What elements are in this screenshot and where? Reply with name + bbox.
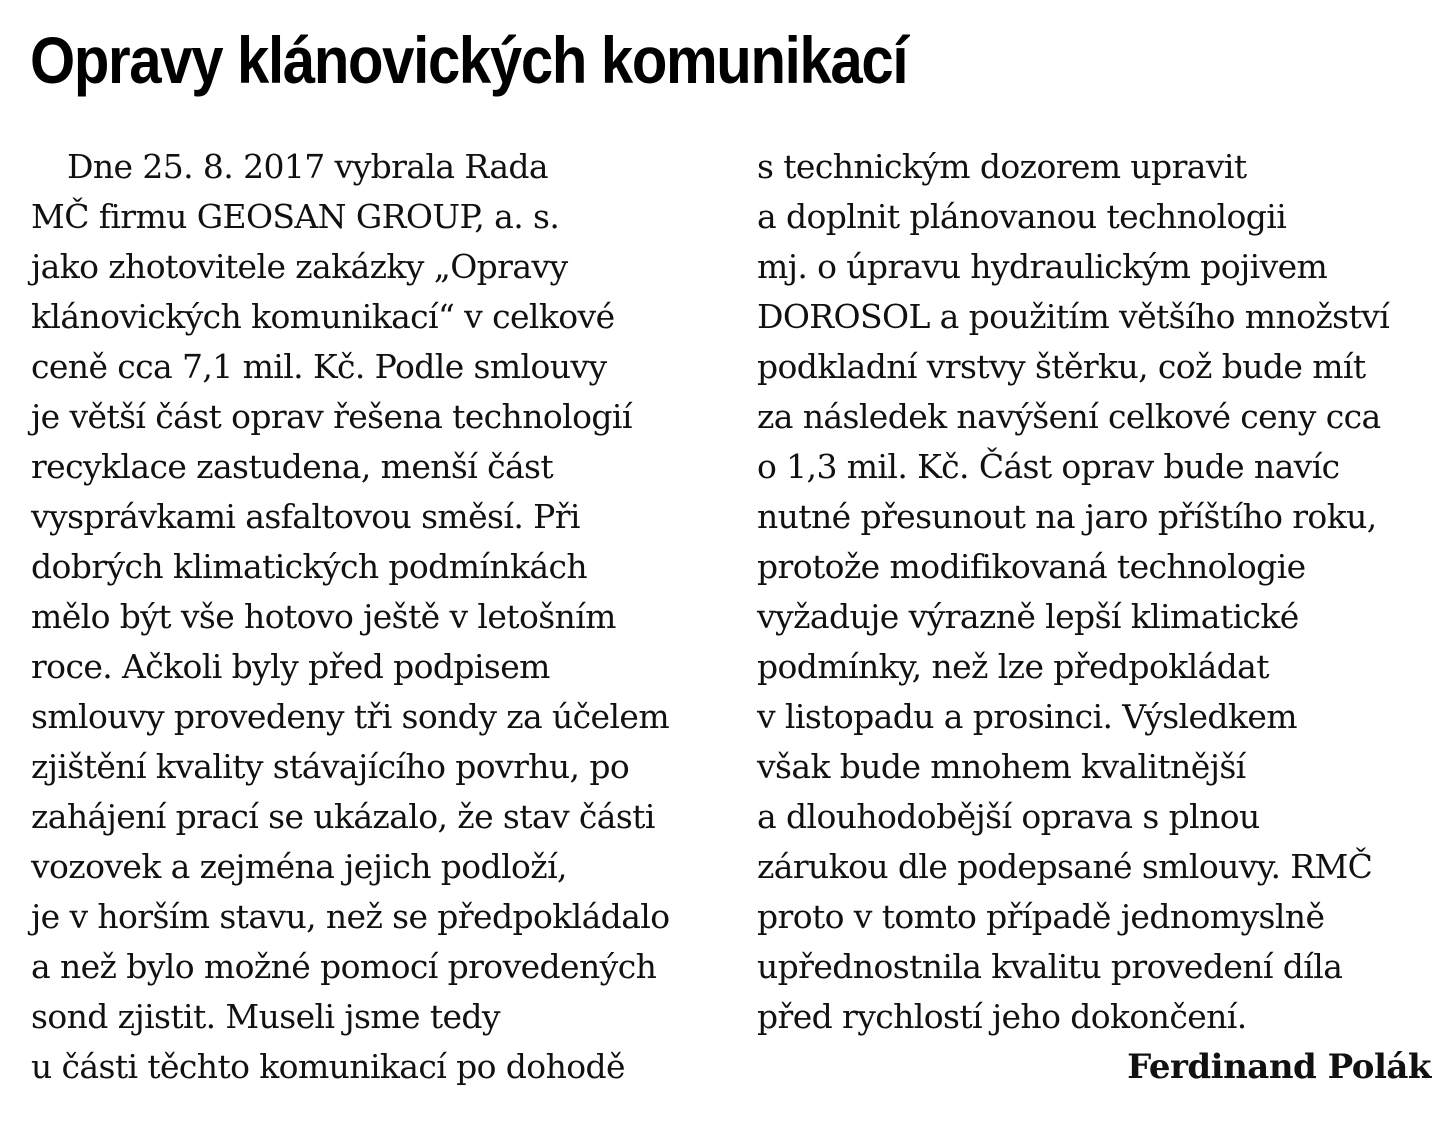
paragraph-line: recyklace zastudena, menší část [31, 447, 554, 486]
paragraph-line: o 1,3 mil. Kč. Část oprav bude navíc [757, 447, 1340, 486]
paragraph-line: před rychlostí jeho dokončení. [757, 997, 1247, 1036]
paragraph-line: DOROSOL a použitím většího množství [757, 297, 1390, 336]
paragraph-line: vozovek a zejména jejich podloží, [31, 847, 567, 886]
paragraph-line: u části těchto komunikací po dohodě [31, 1047, 625, 1086]
paragraph-line: ceně cca 7,1 mil. Kč. Podle smlouvy [31, 347, 607, 386]
paragraph-line: vysprávkami asfaltovou směsí. Při [31, 497, 580, 536]
paragraph-line: a než bylo možné pomocí provedených [31, 947, 657, 986]
paragraph-line: klánovických komunikací“ v celkové [31, 297, 615, 336]
paragraph-line: za následek navýšení celkové ceny cca [757, 397, 1381, 436]
paragraph-line: zahájení prací se ukázalo, že stav části [31, 797, 655, 836]
paragraph-line: mj. o úpravu hydraulickým pojivem [757, 247, 1328, 286]
paragraph-line: mělo být vše hotovo ještě v letošním [31, 597, 616, 636]
article-title: Opravy klánovických komunikací [30, 23, 908, 97]
paragraph-line: a dlouhodobější oprava s plnou [757, 797, 1260, 836]
paragraph-line: Dne 25. 8. 2017 vybrala Rada [67, 147, 549, 186]
paragraph-line: smlouvy provedeny tři sondy za účelem [31, 697, 670, 736]
paragraph-line: vyžaduje výrazně lepší klimatické [757, 597, 1299, 636]
paragraph-line: je větší část oprav řešena technologií [31, 397, 632, 436]
paragraph-line: zjištění kvality stávajícího povrhu, po [31, 747, 630, 786]
paragraph-line: jako zhotovitele zakázky „Opravy [31, 247, 568, 286]
paragraph-line: dobrých klimatických podmínkách [31, 547, 588, 586]
paragraph-line: v listopadu a prosinci. Výsledkem [757, 697, 1297, 736]
paragraph-line: zárukou dle podepsané smlouvy. RMČ [757, 847, 1373, 886]
paragraph-line: proto v tomto případě jednomyslně [757, 897, 1325, 936]
paragraph-line: podkladní vrstvy štěrku, což bude mít [757, 347, 1366, 386]
paragraph-line: však bude mnohem kvalitnější [757, 747, 1246, 786]
article-body-right-column [757, 142, 1447, 1042]
article-body-left-column [31, 142, 731, 1092]
paragraph-line: roce. Ačkoli byly před podpisem [31, 647, 550, 686]
paragraph-line: nutné přesunout na jaro příštího roku, [757, 497, 1377, 536]
paragraph-line: sond zjistit. Museli jsme tedy [31, 997, 500, 1036]
paragraph-line: upřednostnila kvalitu provedení díla [757, 947, 1343, 986]
paragraph-line: podmínky, než lze předpokládat [757, 647, 1269, 686]
article-author: Ferdinand Polák [1127, 1047, 1431, 1087]
paragraph-line: s technickým dozorem upravit [757, 147, 1247, 186]
paragraph-line: je v horším stavu, než se předpokládalo [31, 897, 670, 936]
paragraph-line: MČ firmu GEOSAN GROUP, a. s. [31, 197, 560, 236]
paragraph-line: protože modifikovaná technologie [757, 547, 1306, 586]
paragraph-line: a doplnit plánovanou technologii [757, 197, 1287, 236]
